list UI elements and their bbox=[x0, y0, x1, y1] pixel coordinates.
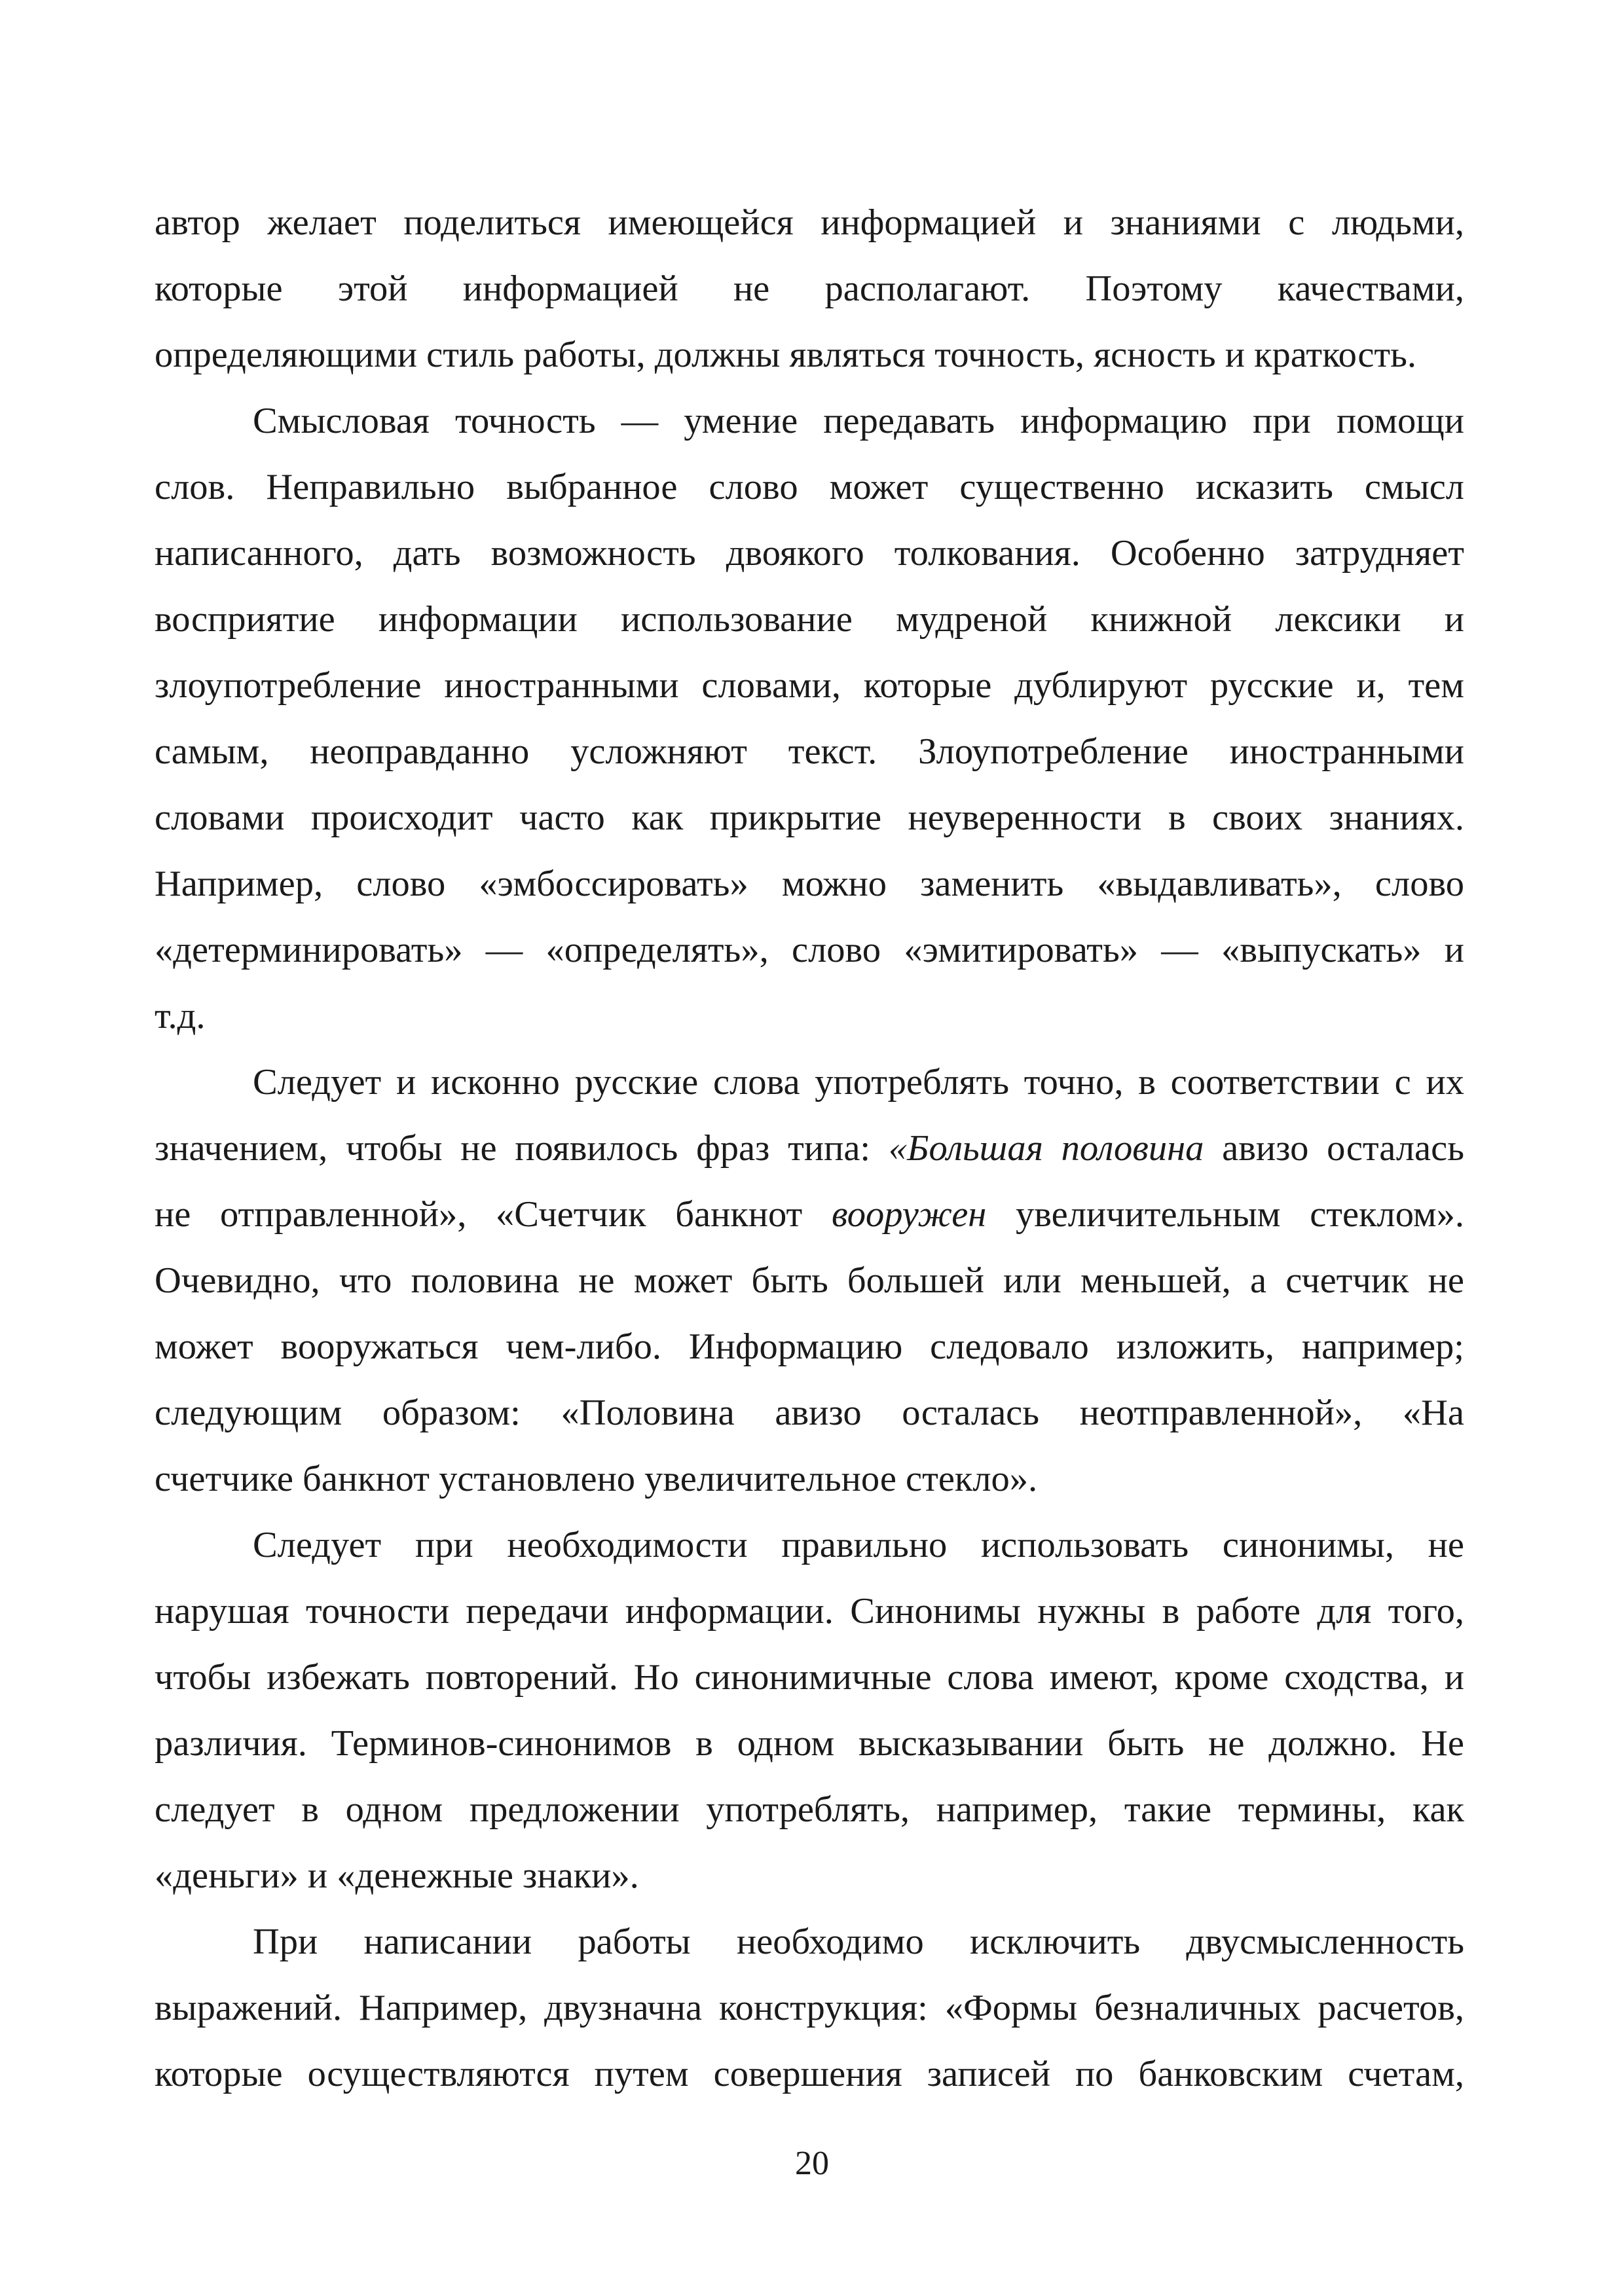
text-line: словами происходит часто как прикрытие неуверенности в своих знаниях. bbox=[155, 797, 1464, 838]
text-line: слов. Неправильно выбранное слово может существенно исказить смысл bbox=[155, 467, 1464, 507]
text-line: написанного, дать возможность двоякого толкования. Особенно затрудняет bbox=[155, 533, 1464, 574]
text-line: различия. Терминов-синонимов в одном высказывании быть не должно. Не bbox=[155, 1723, 1464, 1764]
text-segment: авизо осталась bbox=[1204, 1128, 1464, 1169]
text-line: следует в одном предложении употреблять, например, такие термины, как bbox=[155, 1789, 1464, 1830]
text-line: «детерминировать» — «определять», слово «эмитировать» — «выпускать» и bbox=[155, 930, 1464, 970]
text-line: выражений. Например, двузначна конструкция: «Формы безналичных расчетов, bbox=[155, 1988, 1464, 2028]
text-line: Смысловая точность — умение передавать информацию при помощи bbox=[253, 401, 1464, 441]
text-line: нарушая точности передачи информации. Синонимы нужны в работе для того, bbox=[155, 1591, 1464, 1631]
text-line: восприятие информации использование мудреной книжной лексики и bbox=[155, 599, 1464, 640]
text-segment: не отправленной», «Счетчик банкнот bbox=[155, 1194, 832, 1235]
text-line: определяющими стиль работы, должны являться точность, ясность и краткость. bbox=[155, 335, 1416, 375]
text-segment: значением, чтобы не появилось фраз типа: bbox=[155, 1128, 889, 1169]
body-text bbox=[155, 190, 1464, 2107]
text-segment: увеличительным стеклом». bbox=[986, 1194, 1464, 1235]
emphasized-text: «Большая половина bbox=[888, 1128, 1204, 1169]
text-line: которые этой информацией не располагают. Поэтому качествами, bbox=[155, 268, 1464, 309]
text-line: которые осуществляются путем совершения записей по банковским счетам, bbox=[155, 2054, 1464, 2094]
text-line: «деньги» и «денежные знаки». bbox=[155, 1855, 639, 1896]
emphasized-text: вооружен bbox=[831, 1194, 987, 1235]
text-line: самым, неоправданно усложняют текст. Злоупотребление иностранными bbox=[155, 731, 1464, 772]
page-number: 20 bbox=[795, 2145, 829, 2182]
text-line: чтобы избежать повторений. Но синонимичные слова имеют, кроме сходства, и bbox=[155, 1657, 1464, 1698]
text-line: Например, слово «эмбоссировать» можно заменить «выдавливать», слово bbox=[155, 864, 1464, 904]
text-line: т.д. bbox=[155, 996, 206, 1036]
text-line: злоупотребление иностранными словами, которые дублируют русские и, тем bbox=[155, 665, 1464, 706]
text-line: Очевидно, что половина не может быть большей или меньшей, а счетчик не bbox=[155, 1260, 1464, 1301]
text-line: Следует при необходимости правильно использовать синонимы, не bbox=[253, 1525, 1464, 1565]
text-line: следующим образом: «Половина авизо осталась неотправленной», «На bbox=[155, 1393, 1464, 1433]
text-line: При написании работы необходимо исключить двусмысленность bbox=[253, 1922, 1464, 1962]
text-line: может вооружаться чем-либо. Информацию следовало изложить, например; bbox=[155, 1326, 1464, 1367]
text-line: счетчике банкнот установлено увеличительное стекло». bbox=[155, 1459, 1038, 1499]
text-line: автор желает поделиться имеющейся информацией и знаниями с людьми, bbox=[155, 202, 1464, 243]
text-line bbox=[155, 1182, 1464, 1248]
text-line bbox=[155, 1116, 1464, 1182]
text-line: Следует и исконно русские слова употреблять точно, в соответствии с их bbox=[253, 1062, 1464, 1102]
